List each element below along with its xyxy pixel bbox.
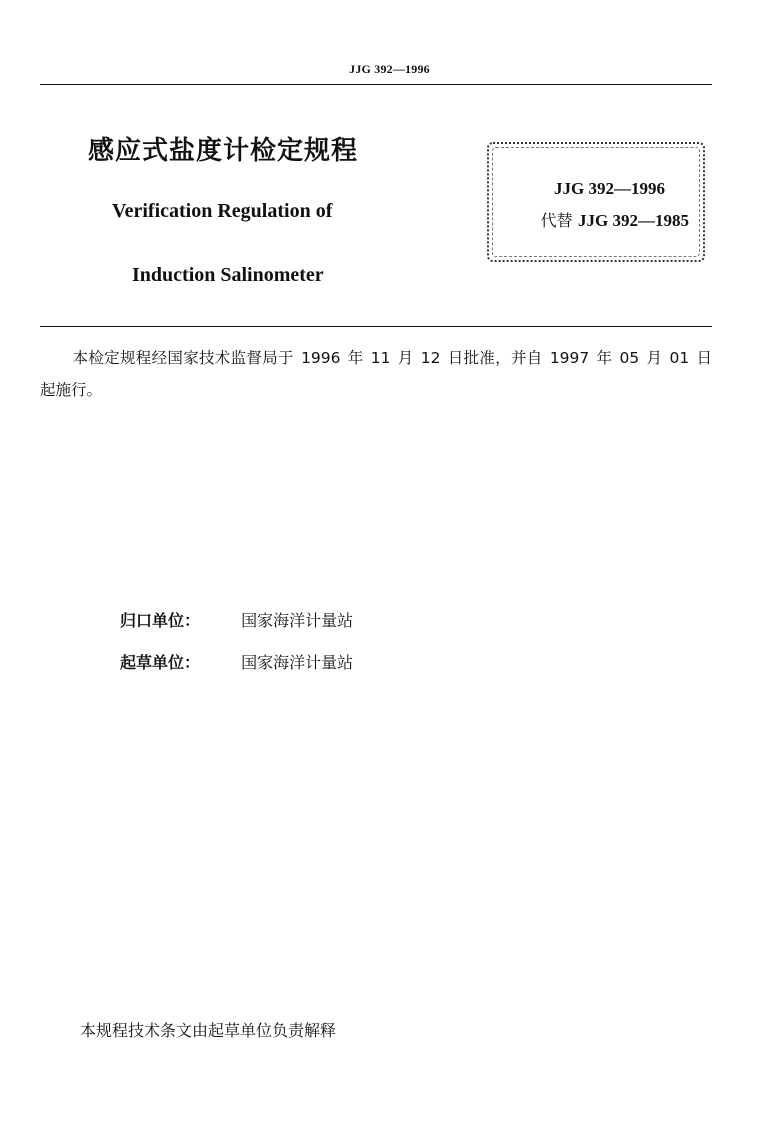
standard-code: JJG 392—1996 — [554, 179, 665, 198]
replaces-label: 代替 — [540, 211, 573, 230]
drafting-organization-value: 国家海洋计量站 — [241, 653, 354, 672]
standard-box-inner-border — [492, 147, 700, 257]
top-divider — [40, 84, 712, 85]
interpretation-note: 本规程技术条文由起草单位负责解释 — [80, 1021, 337, 1040]
title-english-line2: Induction Salinometer — [132, 264, 324, 286]
drafting-organization-label: 起草单位： — [120, 653, 201, 672]
replaces-line — [541, 208, 689, 231]
drafting-organization-row — [120, 650, 353, 673]
title-english-line1: Verification Regulation of — [112, 200, 333, 222]
approval-statement: 本检定规程经国家技术监督局于 1996 年 11 月 12 日批准，并自 1997 年 05 月 01 日起施行。 — [40, 349, 712, 399]
responsible-organization-value: 国家海洋计量站 — [241, 611, 354, 630]
responsible-organization-row — [120, 608, 353, 631]
standard-number-box — [487, 142, 705, 262]
replaces-code: JJG 392—1985 — [578, 211, 689, 230]
header-standard-code: JJG 392—1996 — [349, 62, 430, 76]
responsible-organization-label: 归口单位： — [120, 611, 201, 630]
title-chinese: 感应式盐度计检定规程 — [88, 136, 359, 166]
middle-divider — [40, 326, 712, 327]
